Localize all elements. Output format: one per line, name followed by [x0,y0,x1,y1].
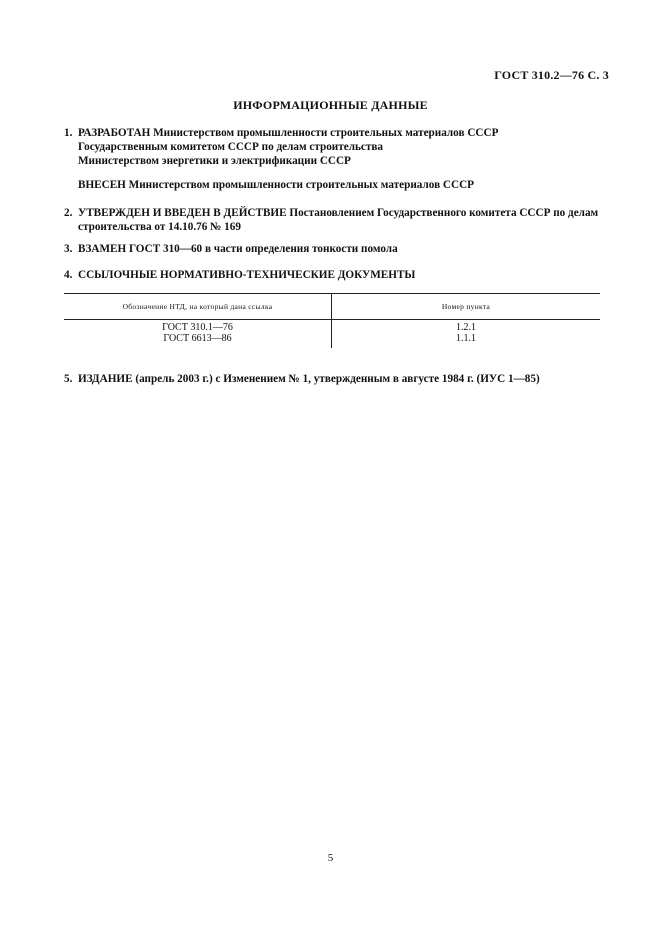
item-lead: ВЗАМЕН [78,243,127,255]
item-number: 5. [64,373,73,385]
item-number: 4. [64,269,73,281]
page-number: 5 [327,852,334,864]
item-number: 1. [64,127,73,139]
table-cell-clause: 1.2.1 [456,322,476,333]
item-lead: ССЫЛОЧНЫЕ НОРМАТИВНО-ТЕХНИЧЕСКИЕ ДОКУМЕНТЫ [78,269,416,281]
item-introduced [64,178,605,192]
item-line: Министерством промышленности строительных материалов СССР [153,127,499,139]
item-edition [64,372,605,386]
item-replaces [64,242,605,256]
item-text: ГОСТ 310—60 в части определения тонкости помола [128,243,398,255]
table-cell-documents [64,320,332,349]
item-references [64,268,605,282]
item-line: Министерством энергетики и электрификации СССР [78,155,351,167]
item-number: 2. [64,207,73,219]
table-cell-document: ГОСТ 310.1—76 [162,322,233,333]
table-row [64,320,600,349]
reference-table [64,293,600,348]
table-cell-clause: 1.1.1 [456,333,476,344]
table-cell-document: ГОСТ 6613—86 [163,333,232,344]
item-lead: ИЗДАНИЕ [78,373,133,385]
table-header-clause: Номер пункта [332,294,601,320]
item-lead: УТВЕРЖДЕН И ВВЕДЕН В ДЕЙСТВИЕ [78,207,287,219]
item-text: (апрель 2003 г.) с Изменением № 1, утвержденным в августе 1984 г. (ИУС 1—85) [135,373,540,385]
item-developed [64,126,605,168]
item-approved [64,206,605,234]
item-text: Постановлением Государственного комитета СССР по делам строительства от 14.10.76 № 169 [78,207,599,233]
item-lead: РАЗРАБОТАН [78,127,151,139]
page-title: ИНФОРМАЦИОННЫЕ ДАННЫЕ [233,98,428,112]
item-lead: ВНЕСЕН [78,179,126,191]
item-line: Государственным комитетом СССР по делам строительства [78,141,383,153]
page-header-code: ГОСТ 310.2—76 С. 3 [494,68,609,82]
item-number: 3. [64,243,73,255]
table-cell-clauses [332,320,601,349]
item-text: Министерством промышленности строительных материалов СССР [128,179,474,191]
table-header-document: Обозначение НТД, на который дана ссылка [64,294,332,320]
